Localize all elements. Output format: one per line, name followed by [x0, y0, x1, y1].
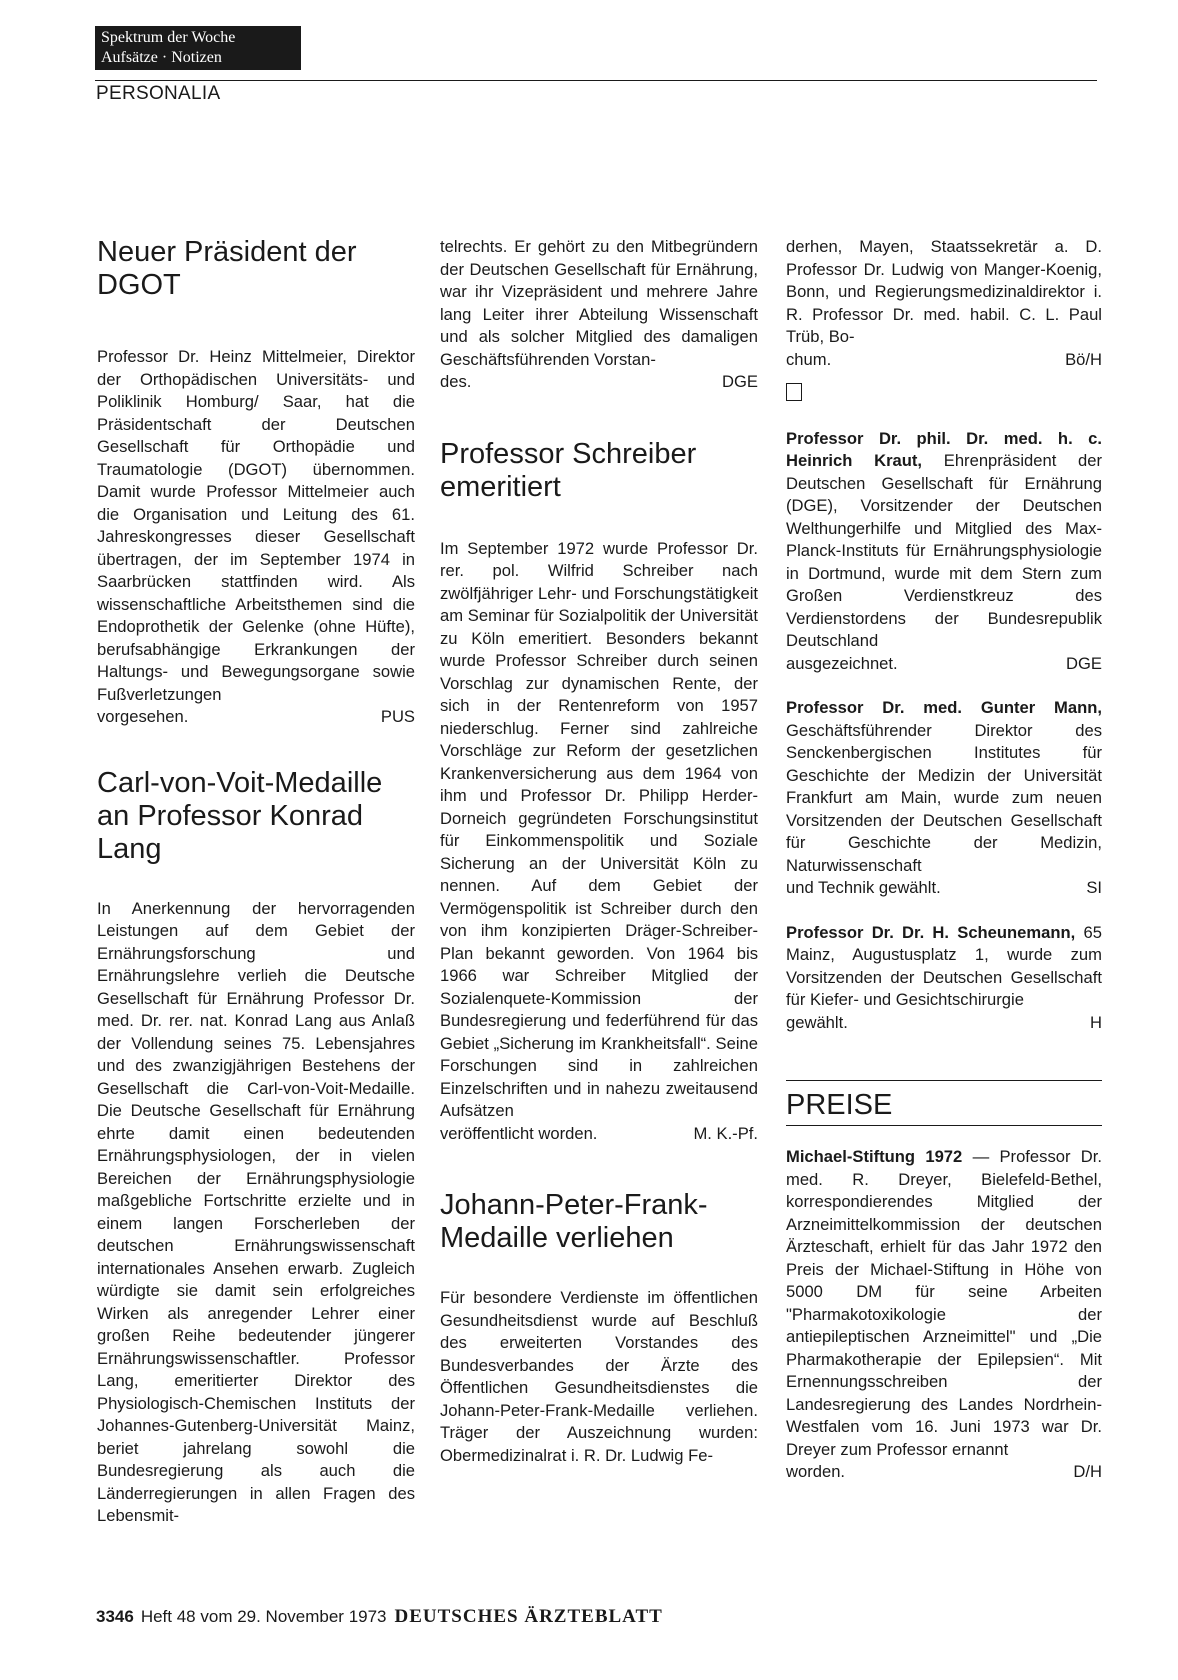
notice-mann-text: Geschäftsführender Direktor des Senckenbergischen Institutes für Geschichte der Medizin der Universität Frankfurt am Main, wurde zum neuen Vorsitzenden der Deutschen Gesellschaft für Geschichte der Medizin, Naturwissenschaft [786, 720, 1102, 875]
article-dgot-text: Professor Dr. Heinz Mittelmeier, Direktor der Orthopädischen Universitäts- und Poliklinik Homburg/ Saar, hat die Präsidentschaft der Deutschen Gesellschaft für Orthopädie und Traumatologie (DGOT) übernommen. Damit wurde Professor Mittelmeier auch die Organisation und Leitung des 61. Jahreskongresses dieser Gesellschaft übertragen, der im September 1974 in Saarbrücken stattfinden wird. Als wissenschaftliche Arbeitsthemen sind die Endoprothetik der Gelenke (ohne Hüfte), berufsabhängige Erkrankungen der Haltungs- und Bewegungsorgane sowie Fußverletzungen [97, 347, 415, 704]
article-dgot-end: vorgesehen. [97, 707, 189, 726]
notice-michael-stiftung-end: worden. [786, 1462, 846, 1481]
notice-michael-stiftung-name: Michael-Stiftung 1972 [786, 1147, 963, 1166]
headline-frank-medaille: Johann-Peter-Frank-Medaille verliehen [440, 1189, 708, 1254]
article-voit-end: des. [440, 372, 472, 391]
notice-kraut-text: Ehrenpräsident der Deutschen Gesellschaft für Ernährung (DGE), Vorsitzender der Deutschen Welthungerhilfe und Mitglied des Max-Planck-Instituts für Ernährungsphysiologie in Dortmund, wurde mit dem Stern zum Großen Verdienstkreuz des Verdienstordens der Bundesrepublik Deutschland [786, 451, 1102, 650]
headline-voit-medaille: Carl-von-Voit-Medaille an Professor Konrad Lang [97, 766, 383, 865]
page-number: 3346 [96, 1607, 134, 1626]
column-3 [786, 236, 1102, 1484]
notice-mann-signature: SI [1086, 878, 1102, 897]
notice-mann-signoff [786, 877, 1102, 900]
headline-schreiber: Professor Schreiber emeritiert [440, 437, 697, 503]
notice-michael-stiftung-signoff [786, 1461, 1102, 1484]
notice-michael-stiftung-signature: D/H [1073, 1462, 1102, 1481]
notice-michael-stiftung-text: — Professor Dr. med. R. Dreyer, Bielefeld-Bethel, korrespondierendes Mitglied der Arzneimittelkommission der deutschen Ärzteschaft, erhielt für das Jahr 1972 den Preis der Michael-Stiftung in Höhe von 5000 DM für seine Arbeiten "Pharmakotoxikologie der antiepileptischen Arzneimittel" und „Die Pharmakotherapie der Epilepsien“. Mit Ernennungsschreiben der Landesregierung des Landes Nordrhein-Westfalen vom 16. Juni 1973 war Dr. Dreyer zum Professor ernannt [786, 1147, 1102, 1459]
magazine-name: DEUTSCHES ÄRZTEBLATT [394, 1606, 663, 1627]
article-frank-end: chum. [786, 349, 832, 369]
column-2 [440, 236, 758, 1467]
notice-scheunemann-signoff [786, 1012, 1102, 1035]
preise-heading: PREISE [786, 1089, 893, 1121]
notice-mann-end: und Technik gewählt. [786, 878, 941, 897]
notice-kraut-signature: DGE [1066, 653, 1102, 673]
notice-kraut-end: ausgezeichnet. [786, 653, 898, 673]
article-schreiber-text: Im September 1972 wurde Professor Dr. rer. pol. Wilfrid Schreiber nach zwölfjähriger Lehr- und Forschungstätigkeit am Seminar für Sozialpolitik der Universität zu Köln emeritiert. Besonders bekannt wurde Professor Schreiber durch seinen Vorschlag zur dynamischen Rente, der sich in der Rentenreform von 1957 niederschlug. Ferner sind zahlreiche Vorschläge zur Reform der gesetzlichen Krankenversicherung aus dem 1964 von ihm und Professor Dr. Philipp Herder-Dorneich gegründeten Forschungsinstitut für Einkommenspolitik und Soziale Sicherung an der Universität Köln zu nennen. Auf dem Gebiet der Vermögenspolitik ist Schreiber durch den von ihm konzipierten Dräger-Schreiber-Plan bekannt geworden. Von 1964 bis 1966 war Schreiber Mitglied der Sozialenquete-Kommission der Bundesregierung und federführend für das Gebiet „Sicherung im Krankheitsfall“. Seine Forschungen sind in zahlreichen Einzelschriften und in nahezu zweitausend Aufsätzen [440, 538, 758, 1120]
article-voit-continued: telrechts. Er gehört zu den Mitbegründern der Deutschen Gesellschaft für Ernährung, war ihr Vizepräsident und mehrere Jahre lang Leiter ihrer Abteilung Wissenschaft und als solcher Mitglied des damaligen Geschäftsführenden Vorstan- [440, 237, 758, 369]
issue-info: Heft 48 vom 29. November 1973 [140, 1607, 387, 1626]
section-tag-line-1: Spektrum der Woche [101, 29, 236, 46]
article-voit-signoff [440, 371, 758, 394]
page-footer [96, 1606, 663, 1628]
notice-scheunemann-name: Professor Dr. Dr. H. Scheunemann, [786, 922, 1076, 942]
article-frank-continued: derhen, Mayen, Staatssekretär a. D. Professor Dr. Ludwig von Manger-Koenig, Bonn, und Regierungsmedizinaldirektor i. R. Professor Dr. med. habil. C. L. Paul Trüb, Bo- [786, 237, 1102, 346]
notice-scheunemann [786, 922, 1102, 1012]
article-schreiber-signature: M. K.-Pf. [693, 1123, 758, 1143]
article-schreiber-end: veröffentlicht worden. [440, 1123, 598, 1143]
header-rule [95, 80, 1097, 81]
article-frank-signature: Bö/H [1065, 349, 1102, 369]
section-tag [95, 26, 301, 70]
notice-kraut-name: Professor Dr. phil. Dr. med. h. c. Heinrich Kraut, [786, 428, 1102, 470]
article-voit-text: In Anerkennung der hervorragenden Leistungen auf dem Gebiet der Ernährungsforschung und Ernährungslehre verlieh die Deutsche Gesellschaft für Ernährung Professor Dr. med. Dr. rer. nat. Konrad Lang aus Anlaß der Vollendung seines 75. Lebensjahres und des zwanzigjährigen Bestehens der Gesellschaft die Carl-von-Voit-Medaille. Die Deutsche Gesellschaft für Ernährung ehrte damit einen bedeutenden Ernährungsphysiologen, der in vielen Bereichen der Ernährungsphysiologie maßgebliche Fortschritte erzielte und in einem langen Forscherleben der deutschen Ernährungswissenschaft internationales Ansehen erwarb. Zugleich würdigte sie damit sein erfolgreiches Wirken als anregender Lehrer einer großen Reihe bedeutender jüngerer Ernährungswissenschaftler. Professor Lang, emeritierter Direktor des Physiologisch-Chemischen Instituts der Johannes-Gutenberg-Universität Mainz, beriet jahrelang sowohl die Bundesregierung als auch die Länderregierungen in allen Fragen des Lebensmit- [97, 898, 415, 1525]
section-tag-line-2: Aufsätze · Notizen [101, 49, 222, 66]
article-frank-signoff [786, 349, 1102, 372]
article-dgot-signature: PUS [380, 707, 415, 726]
notice-mann [786, 697, 1102, 877]
notice-michael-stiftung [786, 1146, 1102, 1461]
notice-kraut [786, 428, 1102, 653]
headline-dgot: Neuer Präsident der DGOT [97, 236, 357, 301]
section-label: PERSONALIA [96, 83, 221, 104]
article-voit-signature: DGE [722, 372, 758, 391]
column-1 [97, 236, 415, 1528]
article-schreiber-signoff [440, 1123, 758, 1146]
article-dgot-signoff [97, 706, 415, 729]
end-box-marker [786, 383, 802, 401]
notice-mann-name: Professor Dr. med. Gunter Mann, [786, 698, 1102, 717]
notice-scheunemann-end: gewählt. [786, 1012, 848, 1032]
notice-scheunemann-signature: H [1090, 1012, 1102, 1032]
notice-kraut-signoff [786, 653, 1102, 676]
article-frank-text: Für besondere Verdienste im öffentlichen Gesundheitsdienst wurde auf Beschluß des erweiterten Vorstandes des Bundesverbandes der Ärzte des Öffentlichen Gesundheitsdienstes die Johann-Peter-Frank-Medaille verliehen. Träger der Auszeichnung wurden: Obermedizinalrat i. R. Dr. Ludwig Fe- [440, 1288, 758, 1465]
notice-scheunemann-text: 65 Mainz, Augustusplatz 1, wurde zum Vorsitzenden der Deutschen Gesellschaft für Kiefer- und Gesichtschirurgie [786, 922, 1102, 1009]
